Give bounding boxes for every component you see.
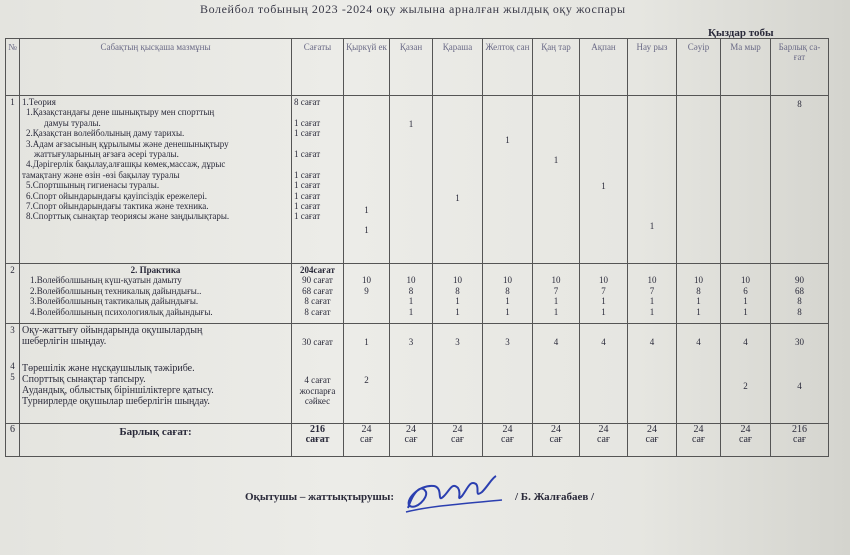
mark-value: 1 (408, 119, 414, 129)
competition-december (483, 324, 533, 424)
month-value: 1 (743, 296, 748, 307)
competition-content (20, 324, 292, 424)
hours-value (294, 159, 341, 169)
month-value: 1 (455, 296, 460, 307)
theory-line: дамуы туралы. (44, 117, 101, 128)
hours-value: 1 сағат (294, 201, 321, 212)
month-value: 1 (649, 296, 655, 307)
competition-april (677, 324, 721, 424)
total-value: 4 (797, 381, 802, 392)
month-value: 8 (408, 285, 414, 296)
month-value: 1 (505, 296, 510, 307)
theory-line: 4.Дәрігерлік бақылау,алғашқы көмек,массаж, дұрыс (26, 159, 226, 170)
signature-image (400, 470, 510, 520)
month-value: 8 (505, 285, 510, 296)
header-total: Барлық са- ғат (771, 39, 829, 96)
month-value: 7 (649, 285, 655, 296)
month-value: 10 (503, 275, 512, 286)
total-october (390, 424, 433, 457)
unit-label: сағ (596, 434, 611, 446)
practice-row (6, 264, 829, 324)
total-may (721, 424, 771, 457)
theory-content (20, 96, 292, 264)
header-april: Сәуір (677, 39, 721, 96)
header-january: Қаң тар (533, 39, 580, 96)
hours-value: 1 сағат (294, 128, 321, 139)
unit-label: сағ (450, 434, 465, 446)
theory-line: 2.Қазақстан волейболының даму тарихы. (26, 128, 185, 139)
unit-label: сағ (549, 434, 563, 446)
month-value: 10 (741, 275, 750, 286)
competition-september (344, 324, 390, 424)
total-value: 8 (797, 306, 802, 317)
total-december (483, 424, 533, 457)
group-label: Қыздар тобы (708, 27, 774, 39)
month-value: 1 (649, 306, 655, 317)
practice-december (483, 264, 533, 324)
month-value: 8 (696, 285, 701, 296)
practice-heading: 2. Практика (130, 265, 181, 275)
month-value: 10 (551, 275, 561, 286)
theory-may (721, 96, 771, 264)
theory-november (433, 96, 483, 264)
month-value: 1 (408, 296, 414, 307)
practice-may (721, 264, 771, 324)
month-value: 7 (553, 285, 559, 296)
competition-numbers (6, 324, 20, 424)
practice-line: 3.Волейболшының тактикалық дайындығы. (30, 296, 199, 307)
header-content: Сабақтың қысқаша мазмұны (20, 39, 292, 96)
theory-october (390, 96, 433, 264)
practice-april (677, 264, 721, 324)
month-value: 3 (505, 337, 510, 347)
month-value: 4 (743, 337, 748, 347)
header-december: Желтоқ сан (483, 39, 533, 96)
month-value: 1 (505, 306, 510, 317)
competition-march (628, 324, 677, 424)
header-may: Ма мыр (721, 39, 771, 96)
theory-line: 5.Спортшының гигиенасы туралы. (26, 180, 160, 191)
theory-line: 1.Қазақстандағы дене шынықтыру мен спорттың (26, 107, 215, 118)
practice-total (771, 264, 829, 324)
unit-label: сағ (359, 434, 374, 446)
theory-september (344, 96, 390, 264)
practice-september (344, 264, 390, 324)
month-value: 1 (553, 296, 559, 307)
total-march (628, 424, 677, 457)
competition-line: Оқу-жаттығу ойындарында оқушылардың (22, 325, 203, 336)
theory-total (771, 96, 829, 264)
month-value: 4 (696, 337, 701, 347)
hours-value: 216 (310, 424, 325, 435)
month-value: 3 (455, 337, 460, 347)
month-value: 10 (599, 275, 608, 286)
theory-line: жаттығуларының ағзаға әсері туралы. (34, 149, 179, 160)
unit-label: сағ (792, 434, 807, 446)
hours-value (294, 139, 341, 149)
header-row (6, 39, 829, 96)
month-value: 9 (364, 285, 369, 296)
theory-line: 3.Адам ағзасының құрылымы және денешынықтыру (26, 138, 229, 149)
month-value: 1 (601, 296, 606, 307)
practice-october (390, 264, 433, 324)
month-value: 2 (743, 381, 748, 392)
header-hours: Сағаты (292, 39, 344, 96)
total-april (677, 424, 721, 457)
practice-january (533, 264, 580, 324)
competition-october (390, 324, 433, 424)
month-value: 24 (551, 424, 561, 435)
hours-value: 1 сағат (294, 211, 321, 222)
theory-number: 1 (6, 96, 20, 264)
hours-value: 68 сағат (302, 285, 333, 296)
practice-number: 2 (6, 264, 20, 324)
competition-line: Аудандық, облыстық біріншіліктерге қатысу. (22, 385, 214, 396)
theory-hours (292, 96, 344, 264)
competition-hours (292, 324, 344, 424)
hours-value: 8 сағат (294, 97, 321, 107)
month-value: 1 (455, 306, 460, 317)
header-october: Қазан (390, 39, 433, 96)
document-title: Волейбол тобының 2023 -2024 оқу жылына арналған жылдық оқу жоспары (200, 2, 626, 16)
theory-row (6, 96, 829, 264)
total-number: 6 (6, 424, 20, 457)
month-value: 24 (361, 424, 372, 435)
row-number: 5 (10, 371, 15, 382)
hours-value: 30 сағат (302, 337, 333, 347)
total-hours (292, 424, 344, 457)
practice-line: 2.Волейболшының техникалық дайындығы.. (30, 285, 202, 296)
total-value: 216 (792, 424, 807, 435)
hours-value: жоспарға (299, 385, 336, 396)
hours-value: 1 сағат (294, 190, 321, 201)
total-value: 30 (795, 337, 804, 347)
total-row (6, 424, 829, 457)
month-value: 7 (601, 285, 606, 296)
total-september (344, 424, 390, 457)
header-march: Нау рыз (628, 39, 677, 96)
total-february (580, 424, 628, 457)
total-value: 68 (795, 285, 804, 296)
hours-value: 4 сағат (304, 375, 331, 386)
theory-december (483, 96, 533, 264)
header-number: № (6, 39, 20, 96)
theory-line: 6.Спорт ойындарындағы қауіпсіздік ережелері. (26, 190, 207, 201)
theory-line: 7.Спорт ойындарындағы тактика және техника. (26, 201, 209, 212)
competition-line: Турнирлерде оқушылар шеберлігін шыңдау. (22, 396, 210, 407)
month-value: 6 (743, 285, 748, 296)
header-february: Ақпан (580, 39, 628, 96)
month-value: 10 (362, 275, 371, 286)
theory-line: 8.Спорттық сынақтар теориясы және заңдылықтары. (26, 211, 230, 222)
curriculum-table (5, 38, 829, 457)
total-grand (771, 424, 829, 457)
month-value: 24 (647, 424, 657, 435)
unit-label: сағ (738, 434, 753, 446)
competition-line: Спорттық сынақтар тапсыру. (22, 374, 146, 385)
month-value: 24 (740, 424, 751, 435)
mark-value: 1 (364, 225, 369, 236)
month-value: 10 (694, 275, 703, 286)
theory-march (628, 96, 677, 264)
mark-value: 1 (455, 193, 460, 203)
month-value: 4 (649, 337, 655, 347)
month-value: 1 (364, 337, 369, 347)
practice-february (580, 264, 628, 324)
competition-november (433, 324, 483, 424)
month-value: 1 (696, 306, 701, 317)
month-value: 1 (408, 306, 414, 317)
total-november (433, 424, 483, 457)
theory-line: тамақтану және өзін -өзі бақылау туралы (22, 169, 180, 180)
mark-value: 1 (364, 205, 369, 215)
competition-may (721, 324, 771, 424)
hours-value: 204сағат (300, 265, 335, 275)
practice-content (20, 264, 292, 324)
competition-line: Төрешілік және нұсқаушылық тәжірибе. (22, 363, 195, 374)
total-value: 8 (797, 296, 802, 307)
competition-row (6, 324, 829, 424)
month-value: 24 (598, 424, 609, 435)
month-value: 24 (452, 424, 463, 435)
month-value: 10 (453, 275, 462, 286)
practice-november (433, 264, 483, 324)
theory-january (533, 96, 580, 264)
month-value: 24 (406, 424, 416, 435)
row-number: 3 (10, 325, 15, 335)
month-value: 8 (455, 285, 460, 296)
header-november: Қараша (433, 39, 483, 96)
month-value: 24 (502, 424, 513, 435)
month-value: 1 (696, 296, 701, 307)
month-value: 10 (406, 275, 416, 286)
mark-value: 1 (649, 221, 655, 231)
hours-value: 8 сағат (304, 296, 331, 307)
hours-value: 90 сағат (302, 275, 333, 286)
hours-value: сағат (305, 434, 330, 446)
unit-label: сағ (691, 434, 706, 446)
hours-value (294, 107, 341, 117)
row-number: 4 (10, 361, 15, 372)
mark-value: 1 (601, 181, 606, 191)
total-january (533, 424, 580, 457)
teacher-label: Оқытушы – жаттықтырушы: (245, 491, 395, 503)
header-september: Қыркүй ек (344, 39, 390, 96)
practice-hours (292, 264, 344, 324)
total-value: 8 (797, 99, 802, 109)
mark-value: 1 (553, 155, 559, 165)
unit-label: сағ (645, 434, 659, 446)
theory-line: 1.Теория (22, 97, 56, 107)
competition-total (771, 324, 829, 424)
competition-line: шеберлігін шыңдау. (22, 336, 107, 347)
mark-value: 1 (505, 135, 510, 145)
unit-label: сағ (500, 434, 515, 446)
total-label: Барлық сағат: (20, 424, 292, 457)
month-value: 1 (601, 306, 606, 317)
month-value: 1 (553, 306, 559, 317)
hours-value: сәйкес (304, 396, 331, 407)
competition-february (580, 324, 628, 424)
hours-value: 1 сағат (294, 117, 321, 128)
practice-march (628, 264, 677, 324)
month-value: 3 (408, 337, 414, 347)
month-value: 24 (693, 424, 704, 435)
month-value: 4 (601, 337, 606, 347)
month-value: 4 (553, 337, 559, 347)
hours-value: 8 сағат (304, 306, 331, 317)
hours-value: 1 сағат (294, 169, 321, 180)
hours-value: 1 сағат (294, 180, 321, 191)
total-value: 90 (795, 275, 804, 286)
month-value: 2 (364, 375, 369, 386)
hours-value: 1 сағат (294, 149, 321, 160)
month-value: 10 (647, 275, 657, 286)
theory-april (677, 96, 721, 264)
practice-line: 1.Волейболшының күш-қуатын дамыту (30, 275, 182, 286)
teacher-name: / Б. Жалғабаев / (515, 491, 595, 503)
theory-february (580, 96, 628, 264)
month-value: 1 (743, 306, 748, 317)
practice-line: 4.Волейболшының психологиялық дайындығы. (30, 306, 213, 317)
competition-january (533, 324, 580, 424)
unit-label: сағ (404, 434, 418, 446)
